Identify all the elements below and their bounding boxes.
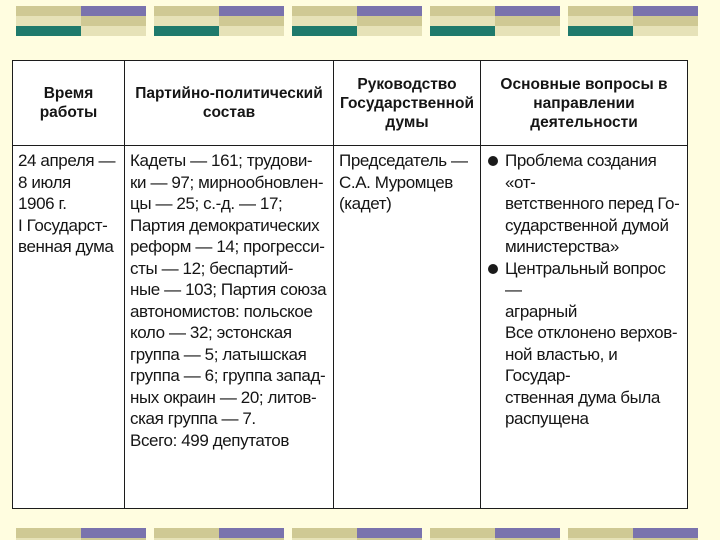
text-line: Председатель — bbox=[339, 151, 468, 170]
text-line: коло — 32; эстонская bbox=[130, 323, 292, 342]
issue-item-1 bbox=[486, 150, 682, 258]
text-line: венная дума bbox=[18, 237, 114, 256]
text-line: Партия демократических bbox=[130, 215, 320, 235]
decorative-cell bbox=[633, 16, 698, 26]
text-line: Все отклонено верхов- bbox=[505, 323, 678, 342]
issue-item-2 bbox=[486, 258, 682, 430]
decorative-block bbox=[154, 6, 284, 36]
composition-text bbox=[130, 150, 328, 451]
decorative-cell bbox=[430, 6, 495, 16]
decorative-cell bbox=[154, 528, 219, 538]
duma-table-container bbox=[12, 60, 688, 509]
decorative-cell bbox=[292, 26, 357, 36]
text-line: аграрный bbox=[505, 301, 577, 321]
bullet-icon bbox=[488, 156, 498, 166]
decorative-cell bbox=[568, 6, 633, 16]
text-line: (кадет) bbox=[339, 194, 392, 213]
text-line: цы — 25; с.-д. — 17; bbox=[130, 194, 283, 213]
time-text bbox=[18, 150, 119, 258]
cell-time bbox=[13, 146, 125, 509]
decorative-cell bbox=[430, 528, 495, 538]
decorative-cell bbox=[357, 26, 422, 36]
decorative-block bbox=[430, 528, 560, 540]
text-line: ская группа — 7. bbox=[130, 409, 256, 428]
issue-note-text bbox=[505, 322, 682, 430]
decorative-block bbox=[568, 528, 698, 540]
text-line: сты — 12; беспартий- bbox=[130, 258, 293, 278]
decorative-cell bbox=[430, 26, 495, 36]
decorative-cell bbox=[154, 6, 219, 16]
text-line: распущена bbox=[505, 409, 589, 428]
decorative-block bbox=[568, 6, 698, 36]
table-row bbox=[13, 146, 688, 509]
cell-issues bbox=[481, 146, 688, 509]
decorative-cell bbox=[568, 26, 633, 36]
text-line: Центральный вопрос — bbox=[505, 258, 666, 299]
decorative-block bbox=[292, 528, 422, 540]
decorative-block bbox=[16, 528, 146, 540]
decorative-cell bbox=[292, 6, 357, 16]
decorative-cell bbox=[16, 528, 81, 538]
text-line: ки — 97; мирнообновлен- bbox=[130, 172, 324, 192]
decorative-cell bbox=[633, 6, 698, 16]
decorative-cell bbox=[16, 26, 81, 36]
decorative-cell bbox=[219, 528, 284, 538]
text-line: 8 июля bbox=[18, 172, 71, 192]
decorative-cell bbox=[219, 16, 284, 26]
text-line: группа — 6; группа запад- bbox=[130, 366, 326, 385]
text-line: I Государст- bbox=[18, 215, 108, 235]
decorative-cell bbox=[495, 6, 560, 16]
decorative-block bbox=[430, 6, 560, 36]
decorative-cell bbox=[292, 528, 357, 538]
decorative-cell bbox=[81, 6, 146, 16]
header-leadership: Руководство Государственной думы bbox=[334, 61, 481, 146]
decorative-block bbox=[292, 6, 422, 36]
bullet-icon bbox=[488, 264, 498, 274]
text-line: группа — 5; латышская bbox=[130, 344, 307, 364]
text-line: ных окраин — 20; литов- bbox=[130, 387, 317, 407]
cell-leadership bbox=[334, 146, 481, 509]
decorative-cell bbox=[81, 26, 146, 36]
decorative-cell bbox=[81, 16, 146, 26]
table-header-row bbox=[13, 61, 688, 146]
bottom-decorative-band bbox=[0, 528, 720, 540]
decorative-cell bbox=[357, 16, 422, 26]
decorative-cell bbox=[81, 528, 146, 538]
decorative-cell bbox=[357, 6, 422, 16]
decorative-cell bbox=[568, 16, 633, 26]
cell-composition bbox=[125, 146, 334, 509]
decorative-cell bbox=[16, 6, 81, 16]
text-line: министерства» bbox=[505, 237, 619, 256]
text-line: 1906 г. bbox=[18, 194, 67, 213]
decorative-cell bbox=[495, 16, 560, 26]
decorative-cell bbox=[357, 528, 422, 538]
decorative-cell bbox=[568, 528, 633, 538]
decorative-cell bbox=[16, 16, 81, 26]
issue-1-text bbox=[505, 150, 682, 258]
text-line: Кадеты — 161; трудови- bbox=[130, 151, 313, 170]
decorative-cell bbox=[154, 16, 219, 26]
decorative-cell bbox=[495, 26, 560, 36]
decorative-cell bbox=[633, 528, 698, 538]
text-line: 24 апреля — bbox=[18, 151, 116, 170]
top-decorative-band bbox=[0, 6, 720, 36]
text-line: Всего: 499 депутатов bbox=[130, 430, 289, 450]
decorative-cell bbox=[154, 26, 219, 36]
text-line: ные — 103; Партия союза bbox=[130, 280, 327, 299]
text-line: ветственного перед Го- bbox=[505, 194, 680, 213]
decorative-cell bbox=[633, 26, 698, 36]
decorative-cell bbox=[219, 6, 284, 16]
decorative-cell bbox=[219, 26, 284, 36]
text-line: сударственной думой bbox=[505, 215, 669, 235]
decorative-cell bbox=[495, 528, 560, 538]
text-line: реформ — 14; прогресси- bbox=[130, 237, 325, 256]
decorative-cell bbox=[430, 16, 495, 26]
text-line: С.А. Муромцев bbox=[339, 172, 453, 192]
decorative-block bbox=[16, 6, 146, 36]
header-time: Время работы bbox=[13, 61, 125, 146]
decorative-cell bbox=[292, 16, 357, 26]
text-line: ственная дума была bbox=[505, 387, 660, 407]
text-line: Проблема создания «от- bbox=[505, 151, 657, 192]
leadership-text bbox=[339, 150, 475, 215]
header-issues: Основные вопросы в направлении деятельности bbox=[481, 61, 688, 146]
issue-2-text bbox=[505, 258, 682, 323]
duma-table bbox=[12, 60, 688, 509]
decorative-block bbox=[154, 528, 284, 540]
header-composition: Партийно-политический состав bbox=[125, 61, 334, 146]
text-line: ной властью, и Государ- bbox=[505, 344, 618, 385]
text-line: автономистов: польское bbox=[130, 301, 313, 321]
